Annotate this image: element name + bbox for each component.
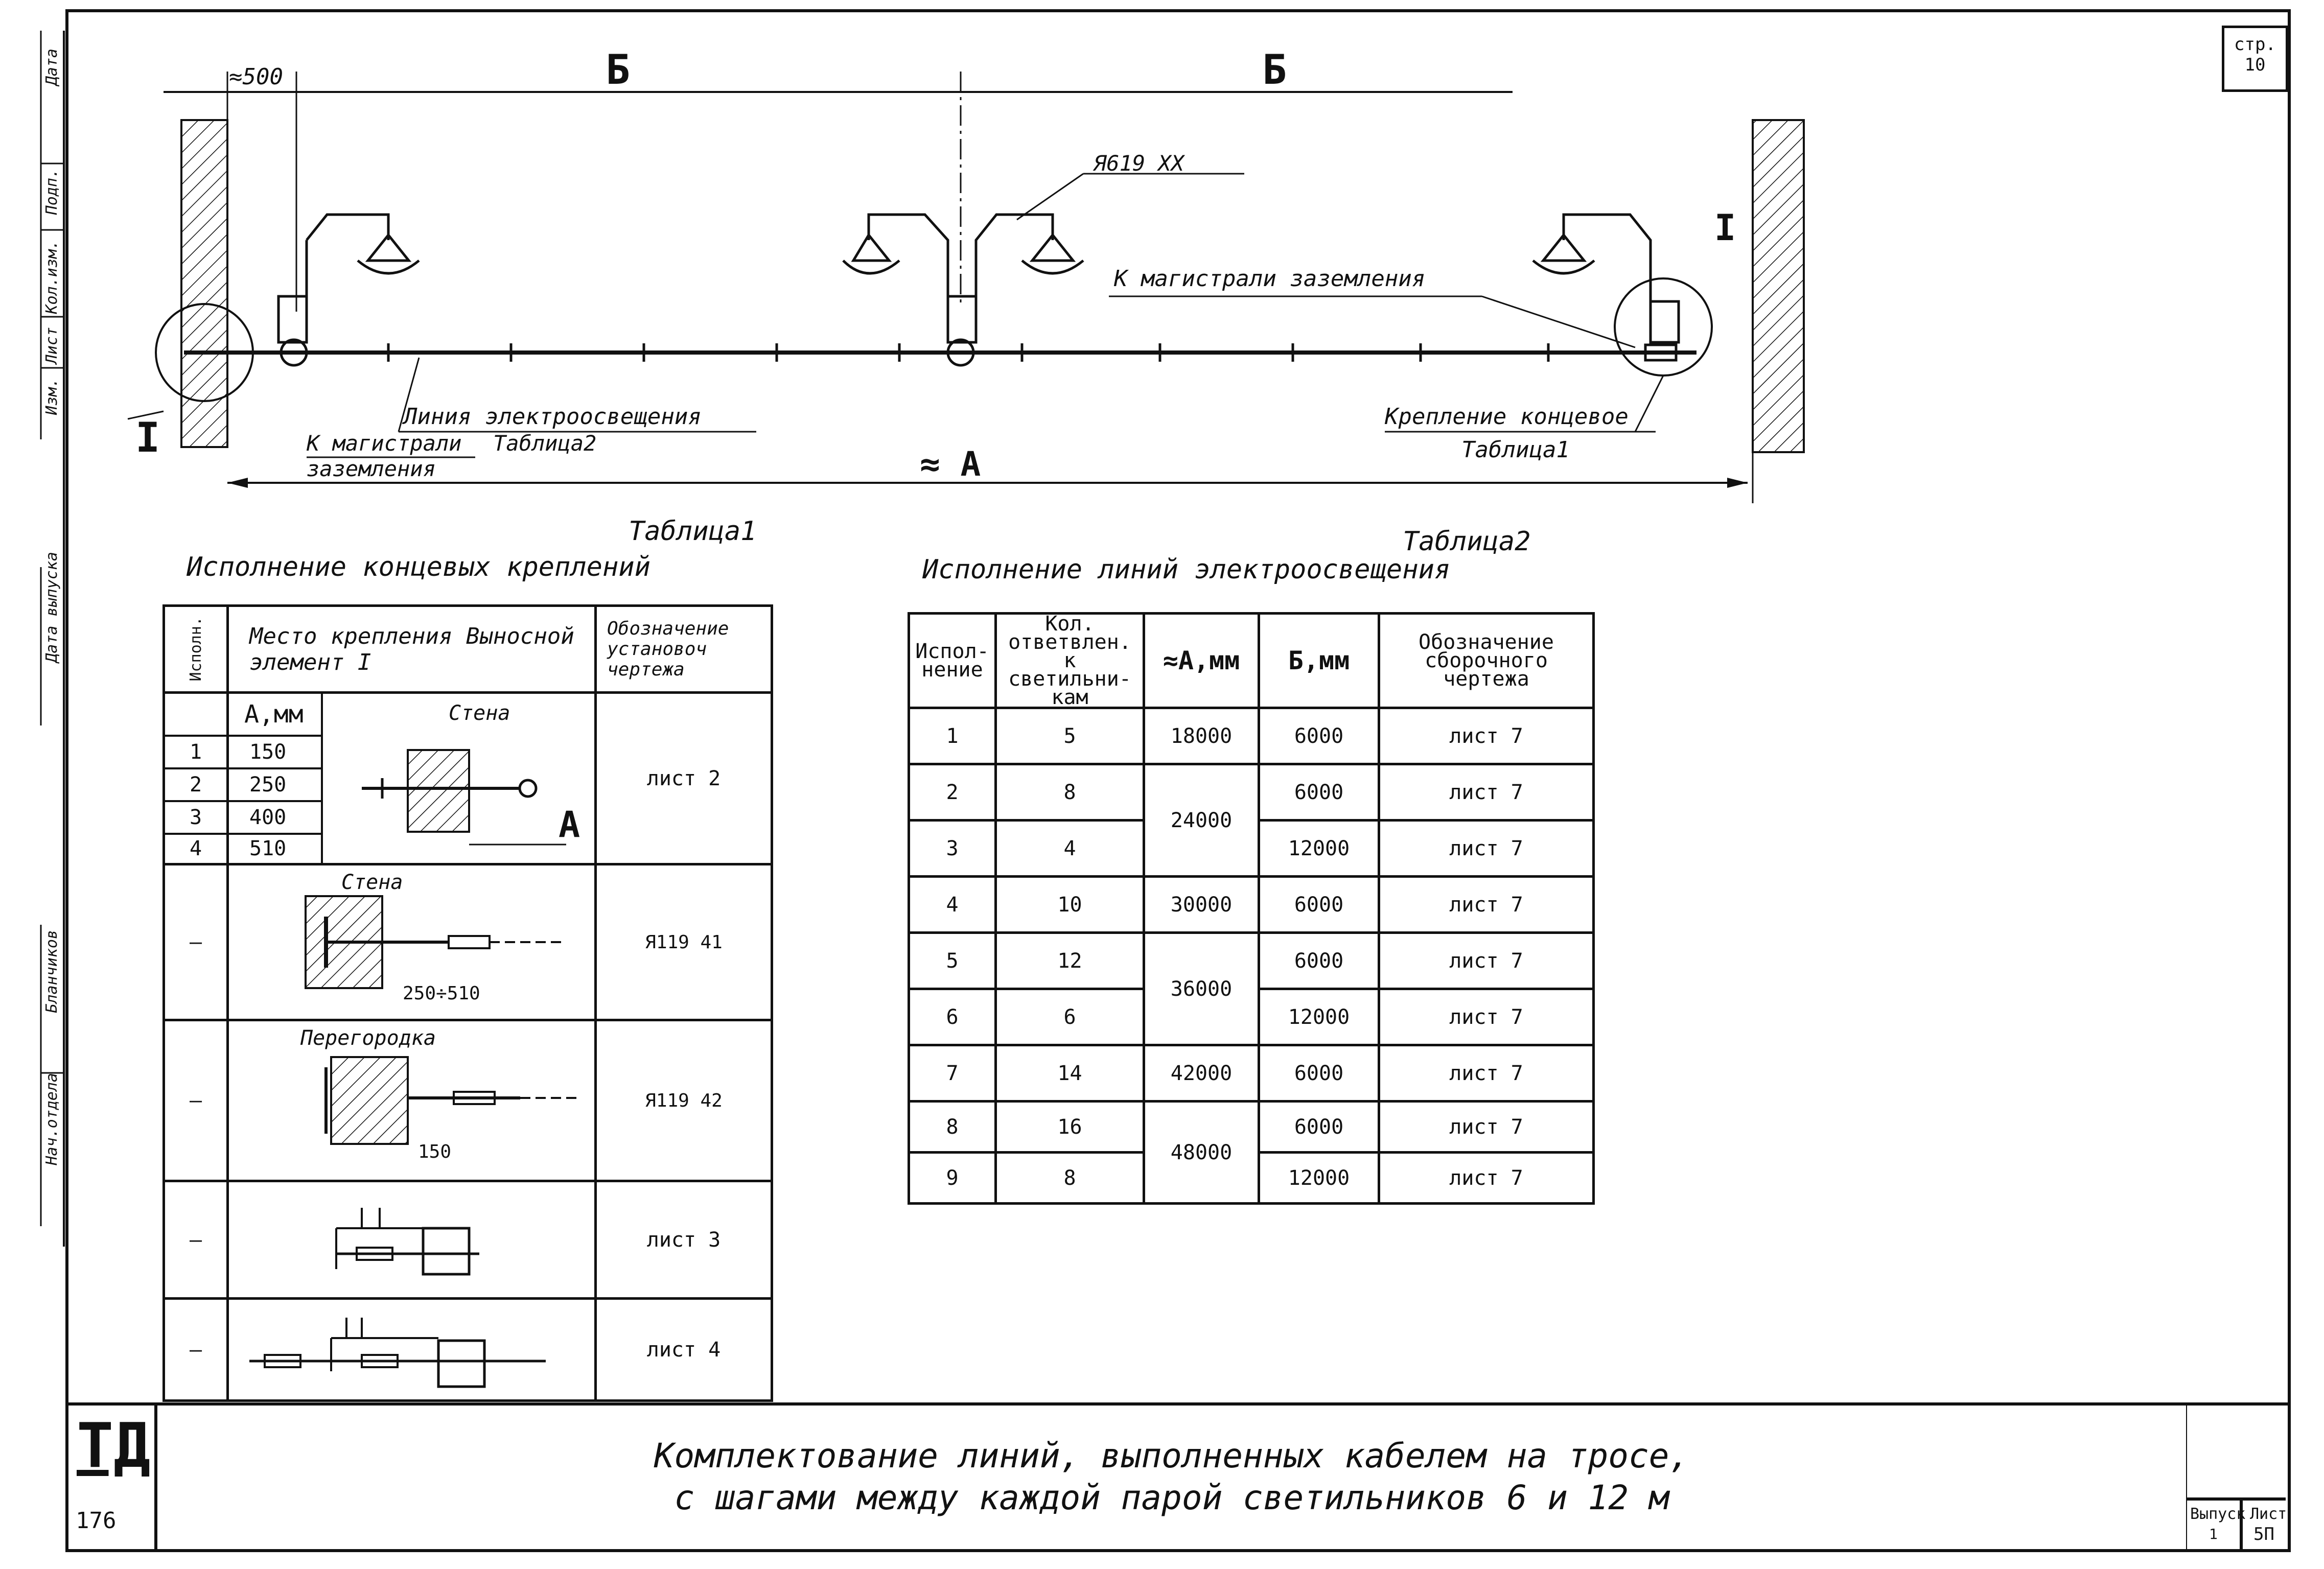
cell-a: 42000: [1144, 1045, 1259, 1102]
cell-ispoln: 8: [909, 1102, 996, 1153]
title-line-2: с шагами между каждой парой светильников 6 и 12 м: [674, 1478, 1669, 1517]
wall-label: Стена: [449, 701, 510, 725]
table2-header-kol: Кол. ответвлен. к светильни- кам: [996, 614, 1144, 708]
cell-ispoln: 6: [909, 989, 996, 1045]
a-value: 510: [249, 837, 287, 860]
a-row-num: 2: [165, 769, 226, 802]
cell-b: 6000: [1259, 1045, 1379, 1102]
ground-left-label-2: заземления: [307, 456, 436, 481]
table1-doc: лист 3: [596, 1181, 772, 1299]
cell-doc: лист 7: [1379, 708, 1594, 764]
cell-b: 12000: [1259, 821, 1379, 877]
cell-ispoln: 4: [909, 877, 996, 933]
stamp-label: Дата выпуска: [43, 552, 61, 663]
table1-header-mesto: Место крепления Выносной элемент I: [228, 606, 596, 693]
luminaire-left: [278, 215, 419, 365]
title-line-1: Комплектование линий, выполненных кабелем на тросе,: [654, 1436, 1690, 1476]
table1-header-ispoln: Исполн.: [187, 617, 205, 682]
table2-ref-label: Таблица2: [493, 431, 597, 456]
doc-code-sub: 176: [76, 1508, 117, 1534]
wall-fixing-sketch: [331, 730, 587, 852]
table2-header-oboznach: Обозначение сборочного чертежа: [1379, 614, 1594, 708]
vypusk-label: Выпуск: [2190, 1505, 2246, 1523]
table-row: [164, 1181, 772, 1299]
cell-a: 48000: [1144, 1102, 1259, 1204]
dim-b-right-label: Б: [1262, 46, 1287, 93]
stamp-label: Бланчиков: [43, 930, 61, 1013]
table1-ispoln: —: [164, 1020, 228, 1181]
dim-label: 250÷510: [403, 983, 480, 1004]
dim-a-label: ≈ A: [920, 444, 981, 484]
luminaire-center: [843, 215, 1083, 365]
cell-doc: лист 7: [1379, 821, 1594, 877]
table1-doc: лист 2: [596, 693, 772, 864]
cell-kol: 16: [996, 1102, 1144, 1153]
cell-kol: 10: [996, 877, 1144, 933]
table-row: [909, 877, 1594, 933]
title-block-code-cell: [65, 1406, 157, 1552]
table1-header: [164, 606, 772, 693]
table1-caption: Таблица1: [629, 516, 757, 547]
cell-kol: 6: [996, 989, 1144, 1045]
stamp-label: Изм.: [43, 378, 61, 415]
cell-doc: лист 7: [1379, 933, 1594, 989]
table1-title: Исполнение концевых креплений: [187, 552, 650, 582]
cell-doc: лист 7: [1379, 1045, 1594, 1102]
sheet-corner-number: 10: [2244, 55, 2266, 75]
table2-title: Исполнение линий электроосвещения: [922, 554, 1451, 585]
cell-ispoln: 9: [909, 1153, 996, 1204]
cell-b: 6000: [1259, 877, 1379, 933]
table2-header-ispoln: Испол- нение: [909, 614, 996, 708]
lighting-line-label: Линия электроосвещения: [404, 404, 702, 430]
table-row: [164, 1020, 772, 1181]
a-row-num: 3: [165, 802, 226, 835]
a-mark: A: [559, 804, 580, 846]
title-block: [65, 1402, 2291, 1552]
cell-a: 36000: [1144, 933, 1259, 1045]
cell-b: 6000: [1259, 1102, 1379, 1153]
table-row: [909, 1045, 1594, 1102]
table1-ispoln: —: [164, 864, 228, 1020]
detail-mark-right: I: [1714, 207, 1736, 249]
dim-label: 150: [418, 1141, 452, 1162]
table-row: [909, 1102, 1594, 1153]
luminaire-fixing-sketch: [306, 1198, 592, 1290]
doc-code: ТД: [77, 1411, 151, 1482]
cell-doc: лист 7: [1379, 1153, 1594, 1204]
table1: [162, 604, 773, 1402]
list-label: Лист: [2250, 1505, 2287, 1523]
stamp-label: Нач.отдела: [43, 1073, 61, 1165]
a-row-num: 4: [189, 837, 202, 860]
a-value: 400: [229, 802, 321, 835]
cell-kol: 14: [996, 1045, 1144, 1102]
table2-header-b: Б,мм: [1259, 614, 1379, 708]
table1-ref-label: Таблица1: [1461, 437, 1570, 463]
table1-ispoln: —: [164, 1299, 228, 1401]
cell-kol: 4: [996, 821, 1144, 877]
ground-right-label: К магистрали заземления: [1114, 266, 1426, 292]
stamp-label: Дата: [43, 49, 61, 86]
partition-anchor-sketch: [306, 1052, 592, 1154]
sheet-corner-title: стр.: [2234, 34, 2276, 55]
table2-header-a: ≈A,мм: [1144, 614, 1259, 708]
table-row: [164, 1299, 772, 1401]
table2-header: [909, 614, 1594, 708]
table1-doc: Я119 42: [596, 1020, 772, 1181]
cell-b: 6000: [1259, 708, 1379, 764]
cell-ispoln: 7: [909, 1045, 996, 1102]
list-value: 5П: [2253, 1524, 2274, 1544]
wall-anchor-sketch: [295, 886, 582, 998]
cell-doc: лист 7: [1379, 764, 1594, 821]
cell-b: 12000: [1259, 1153, 1379, 1204]
cell-a: 24000: [1144, 764, 1259, 877]
table-row: [909, 708, 1594, 764]
cell-b: 6000: [1259, 933, 1379, 989]
table-row: [164, 864, 772, 1020]
cell-ispoln: 5: [909, 933, 996, 989]
cell-b: 12000: [1259, 989, 1379, 1045]
dim-500-label: ≈500: [229, 64, 283, 90]
vypusk-value: 1: [2209, 1526, 2218, 1542]
table1-doc: лист 4: [596, 1299, 772, 1401]
table1-header-oboznach: Обозначение установоч чертежа: [596, 606, 772, 693]
table2: [908, 612, 1595, 1205]
cell-doc: лист 7: [1379, 989, 1594, 1045]
cell-doc: лист 7: [1379, 1102, 1594, 1153]
cell-ispoln: 3: [909, 821, 996, 877]
place-label: Стена: [341, 871, 403, 894]
inline-fixing-sketch: [239, 1310, 587, 1392]
table1-ispoln: —: [164, 1181, 228, 1299]
place-label: Перегородка: [300, 1026, 436, 1050]
a-row-num: 1: [165, 737, 226, 769]
cell-ispoln: 1: [909, 708, 996, 764]
a-value: 150: [229, 737, 321, 769]
stamp-label: Подп.: [43, 169, 61, 215]
cell-kol: 8: [996, 1153, 1144, 1204]
cell-a: 30000: [1144, 877, 1259, 933]
detail-mark-left: I: [135, 414, 160, 461]
a-value: 250: [229, 769, 321, 802]
ground-left-label-1: К магистрали: [307, 431, 462, 456]
end-fixing-label: Крепление концевое: [1385, 404, 1629, 430]
table-row: [164, 693, 772, 864]
right-wall: [1753, 120, 1804, 452]
table-row: [909, 933, 1594, 989]
dim-b-left-label: Б: [606, 46, 631, 93]
cell-kol: 5: [996, 708, 1144, 764]
stamp-label: Лист: [43, 327, 61, 364]
cell-ispoln: 2: [909, 764, 996, 821]
title-block-title: [157, 1406, 2186, 1552]
table-row: [909, 764, 1594, 821]
cell-a: 18000: [1144, 708, 1259, 764]
cell-b: 6000: [1259, 764, 1379, 821]
table1-doc: Я119 41: [596, 864, 772, 1020]
cell-doc: лист 7: [1379, 877, 1594, 933]
cell-kol: 12: [996, 933, 1144, 989]
cell-kol: 8: [996, 764, 1144, 821]
a-column-header: A,мм: [229, 694, 321, 737]
table2-caption: Таблица2: [1403, 526, 1531, 557]
stamp-label: Кол.изм.: [43, 240, 61, 314]
luminaire-type-label: Я619 ХХ: [1094, 151, 1184, 176]
